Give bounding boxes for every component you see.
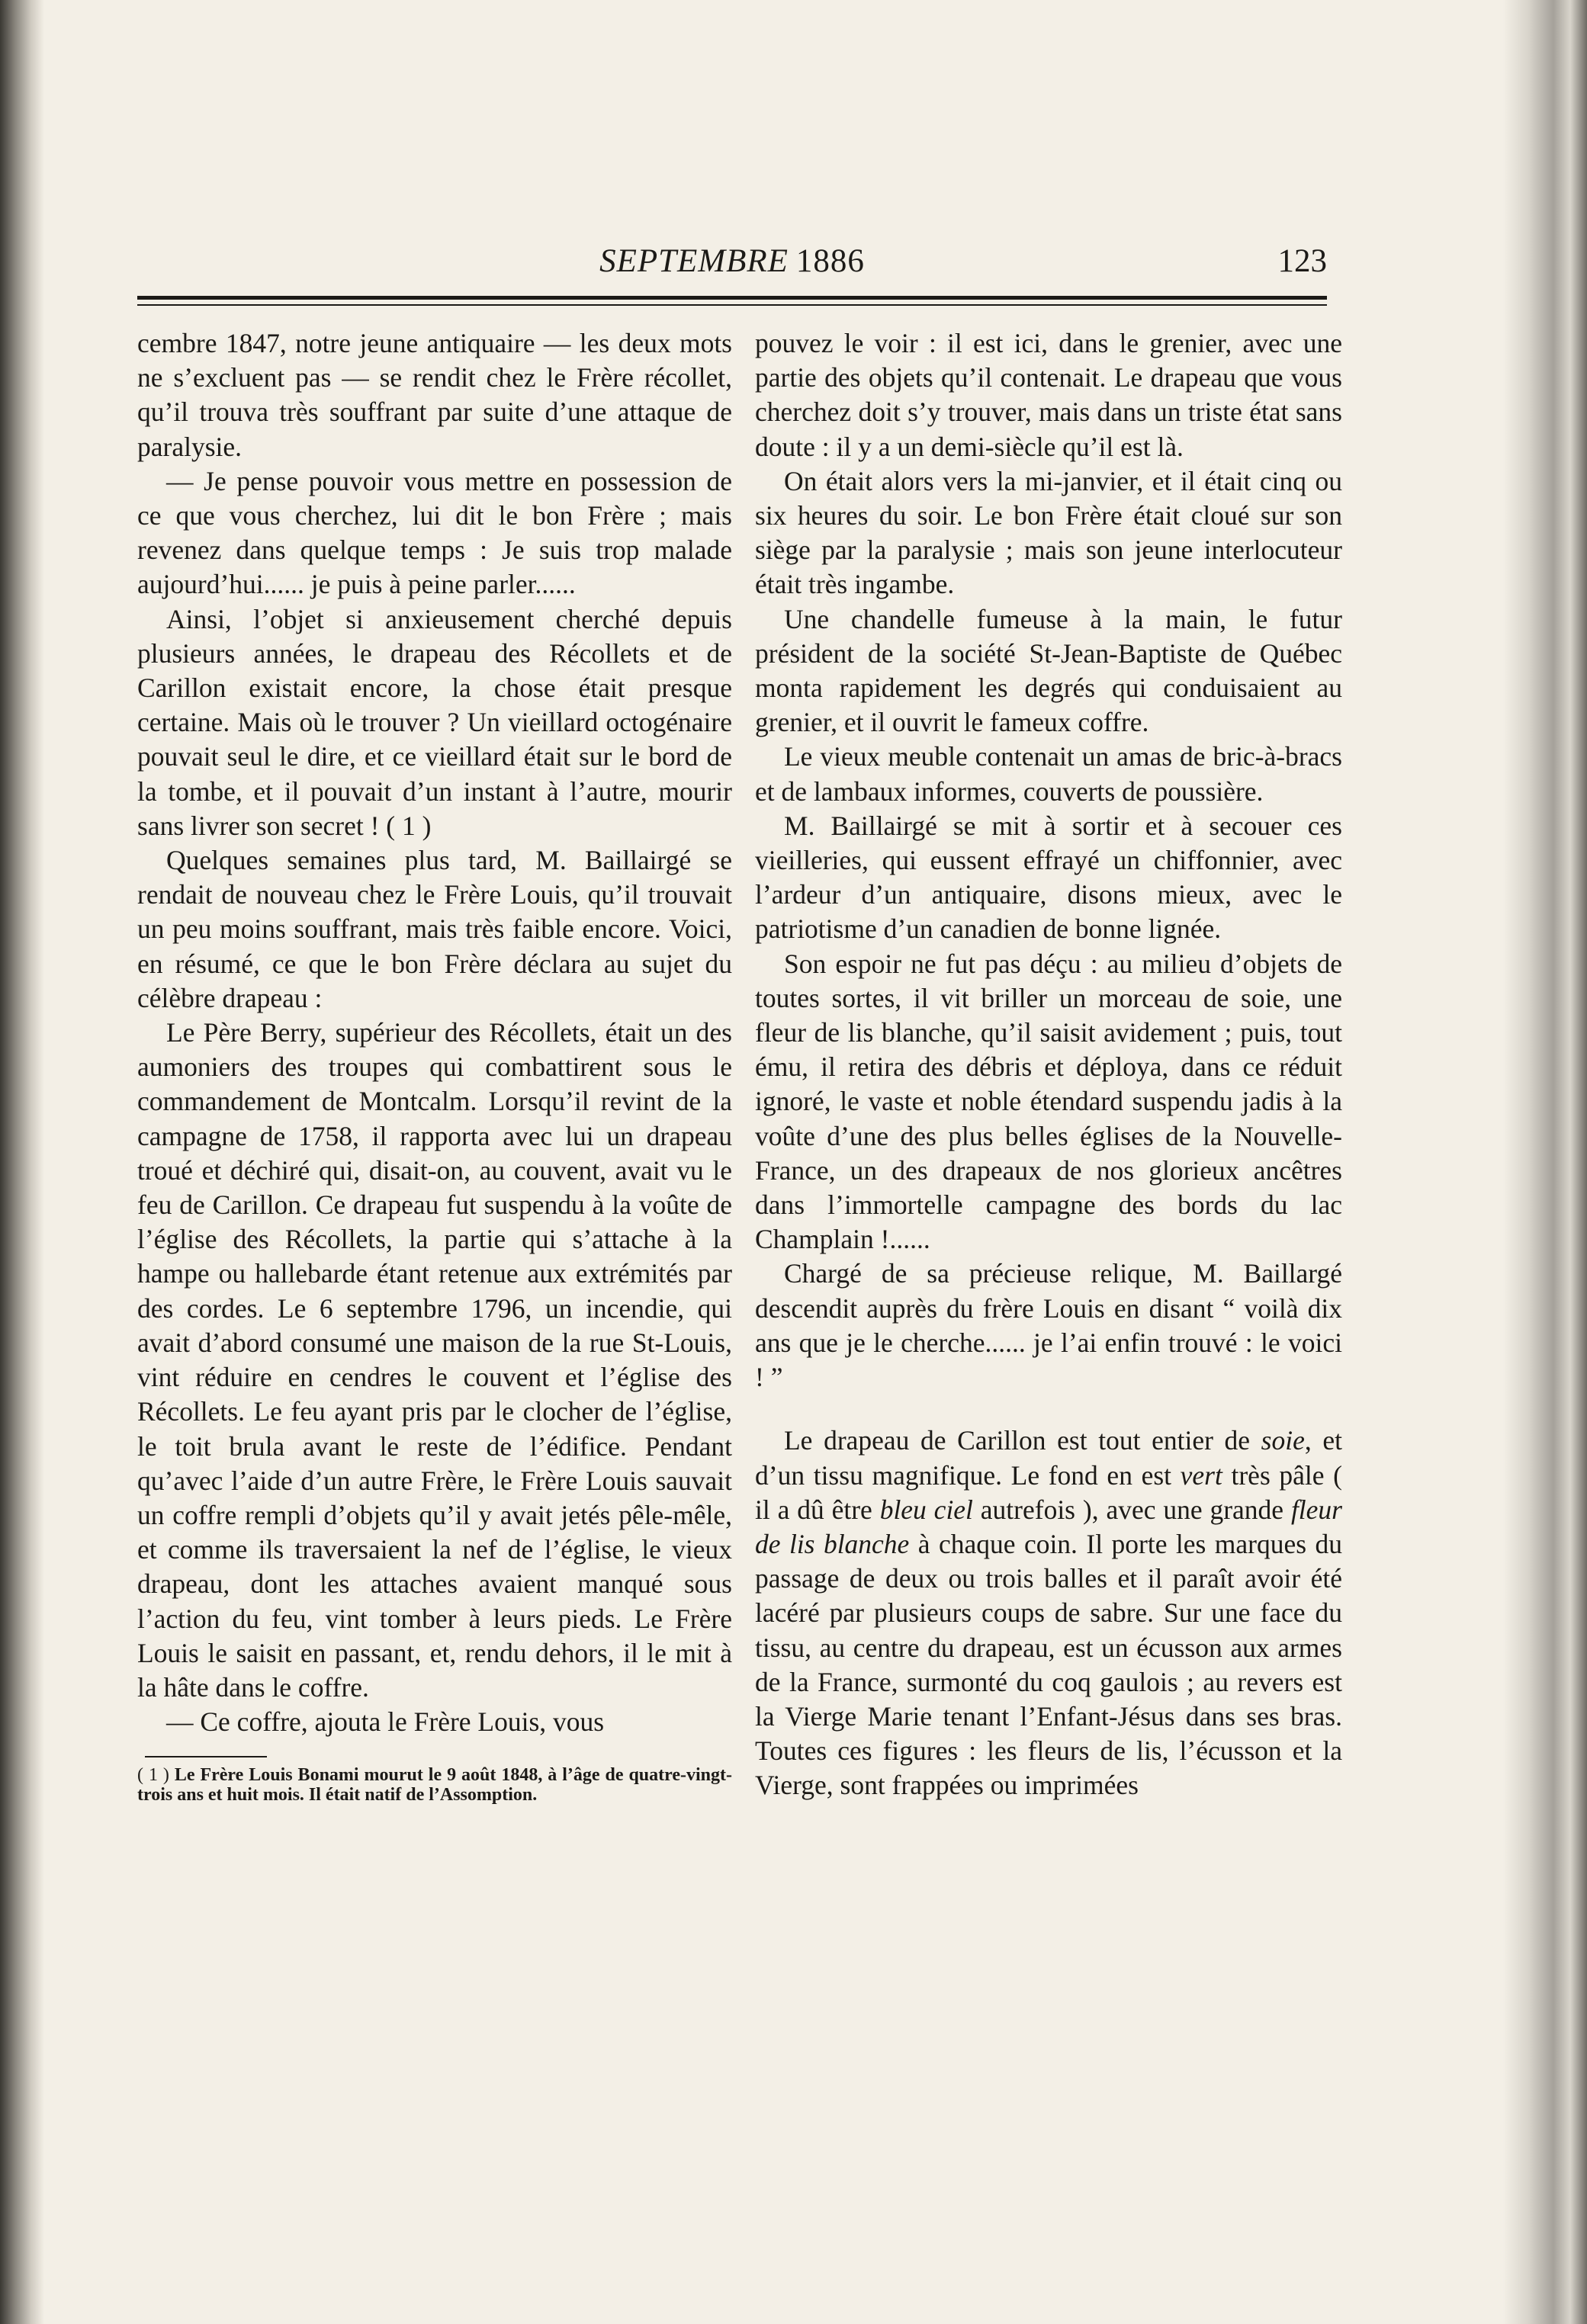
paragraph: pouvez le voir : il est ici, dans le grenier, avec une partie des objets qu’il contenait. Le drapeau que vous cherchez doit s’y trouver, mais dans un triste état sans doute : il y a un demi-siècle qu’il est là. — [755, 328, 1342, 462]
footnote-mark: ( 1 ) — [137, 1765, 169, 1786]
flag-description-paragraph — [755, 1424, 1342, 1802]
italic-run: vert — [1180, 1459, 1222, 1491]
paragraph: — Je pense pouvoir vous mettre en possession de ce que vous cherchez, lui dit le bon Frère ; mais revenez dans quelque temps : Je suis trop malade aujourd’hui...... je puis à peine parler...... — [137, 465, 732, 600]
paragraph: Ainsi, l’objet si anxieusement cherché depuis plusieurs années, le drapeau des Récollets et de Carillon existait encore, la chose était presque certaine. Mais où le trouver ? Un vieillard octogénaire pouvait seul le dire, et ce vieillard était sur le bord de la tombe, et il pouvait d’un instant à l’autre, mourir sans livrer son secret ! ( 1 ) — [137, 603, 732, 841]
text-run: autrefois ), avec une grande — [972, 1494, 1291, 1525]
text-run: Le drapeau de Carillon est tout entier de — [784, 1425, 1261, 1456]
paragraph: Son espoir ne fut pas déçu : au milieu d’objets de toutes sortes, il vit briller un morceau de soie, une fleur de lis blanche, qu’il saisit avidement ; puis, tout ému, il retira des débris et déploya, dans ce réduit ignoré, le vaste et noble étendard suspendu jadis à la voûte d’une des plus belles églises de la Nouvelle-France, un des drapeaux de nos glorieux ancêtres dans l’immortelle campagne des bords du lac Champlain !...... — [755, 948, 1342, 1255]
italic-run: soie — [1261, 1425, 1305, 1456]
paragraph: — Ce coffre, ajouta le Frère Louis, vous — [166, 1706, 605, 1738]
paragraph: Le Père Berry, supérieur des Récollets, était un des aumoniers des troupes qui combattirent sous le commandement de Montcalm. Lorsqu’il revint de la campagne de 1758, il rapporta avec lui un drapeau troué et déchiré qui, disait-on, au couvent, avait vu le feu de Carillon. Ce drapeau fut suspendu à la voûte de l’église des Récollets, la partie qui s’attache à la hampe ou hallebarde étant retenue aux extrémités par des cordes. Le 6 septembre 1796, un incendie, qui avait d’abord consumé une maison de la rue St-Louis, vint réduire en cendres le couvent et l’église des Récollets. Le feu ayant pris par le clocher de l’église, le toit brula avant le reste de l’édifice. Pendant qu’avec l’aide d’un autre Frère, le Frère Louis sauvait un coffre rempli d’objets qu’il y avait jetés pêle-mêle, et comme ils traversaient la nef de l’église, le vieux drapeau, dont les attaches avaient manqué sous l’action du feu, vint tomber à leurs pieds. Le Frère Louis le saisit en passant, et, rendu dehors, il le mit à la hâte dans le coffre. — [137, 1017, 732, 1703]
footnote-rule — [145, 1756, 267, 1757]
text-run: très pâle ( il a dû être — [755, 1459, 1342, 1525]
paragraph: Chargé de sa précieuse relique, M. Baillargé descendit auprès du frère Louis en disant “ voilà dix ans que je le cherche...... je l’ai enfin trouvé : le voici ! ” — [755, 1258, 1342, 1393]
italic-run: fleur de lis blanche — [755, 1494, 1342, 1559]
footnote — [137, 1765, 732, 1805]
header-rule-thick — [137, 296, 1327, 300]
text-run: , et d’un tissu magnifique. Le fond en est — [755, 1425, 1342, 1491]
paragraph: Une chandelle fumeuse à la main, le futur président de la société St-Jean-Baptiste de Québec monta rapidement les degrés qui conduisaient au grenier, et il ouvrit le fameux coffre. — [755, 603, 1342, 738]
text-run: à chaque coin. Il porte les marques du passage de deux ou trois balles et il paraît avoir été lacéré par plusieurs coups de sabre. Sur une face du tissu, au centre du drapeau, est un écusson aux armes de la France, surmonté du coq gaulois ; au revers est la Vierge Marie tenant l’Enfant-Jésus dans ses bras. Toutes ces figures : les fleurs de lis, l’écusson et la Vierge, sont frappées ou imprimées — [755, 1528, 1342, 1801]
paragraph: cembre 1847, notre jeune antiquaire — les deux mots ne s’excluent pas — se rendit chez le Frère récollet, qu’il trouva très souffrant par suite d’une attaque de paralysie. — [137, 328, 732, 462]
page-gutter-shadow — [0, 0, 44, 2324]
page-number: 123 — [1277, 243, 1327, 279]
paragraph: Le vieux meuble contenait un amas de bric-à-bracs et de lambaux informes, couverts de poussière. — [755, 741, 1342, 807]
running-head-year: 1886 — [795, 243, 865, 279]
paragraph: Quelques semaines plus tard, M. Baillairgé se rendait de nouveau chez le Frère Louis, qu’il trouvait un peu moins souffrant, mais très faible encore. Voici, en résumé, ce que le bon Frère déclara au sujet du célèbre drapeau : — [137, 845, 732, 1013]
footnote-text: Le Frère Louis Bonami mourut le 9 août 1848, à l’âge de quatre-vingt-trois ans et huit mois. Il était natif de l’Assomption. — [137, 1765, 732, 1806]
page-header — [137, 242, 1327, 288]
paragraph: On était alors vers la mi-janvier, et il était cinq ou six heures du soir. Le bon Frère était cloué sur son siège par la paralysie ; mais son jeune interlocuteur était très ingambe. — [755, 465, 1342, 600]
page-edge-shadow — [1503, 0, 1587, 2324]
left-column — [137, 326, 732, 1805]
right-column — [755, 326, 1342, 1803]
header-rule-thin — [137, 304, 1327, 306]
paragraph: M. Baillairgé se mit à sortir et à secouer ces vieilleries, qui eussent effrayé un chiffonnier, avec l’ardeur d’un antiquaire, disons mieux, avec le patriotisme d’un canadien de bonne lignée. — [755, 810, 1342, 945]
italic-run: bleu ciel — [879, 1494, 973, 1525]
running-head — [137, 242, 1327, 280]
running-head-month: SEPTEMBRE — [599, 243, 789, 279]
